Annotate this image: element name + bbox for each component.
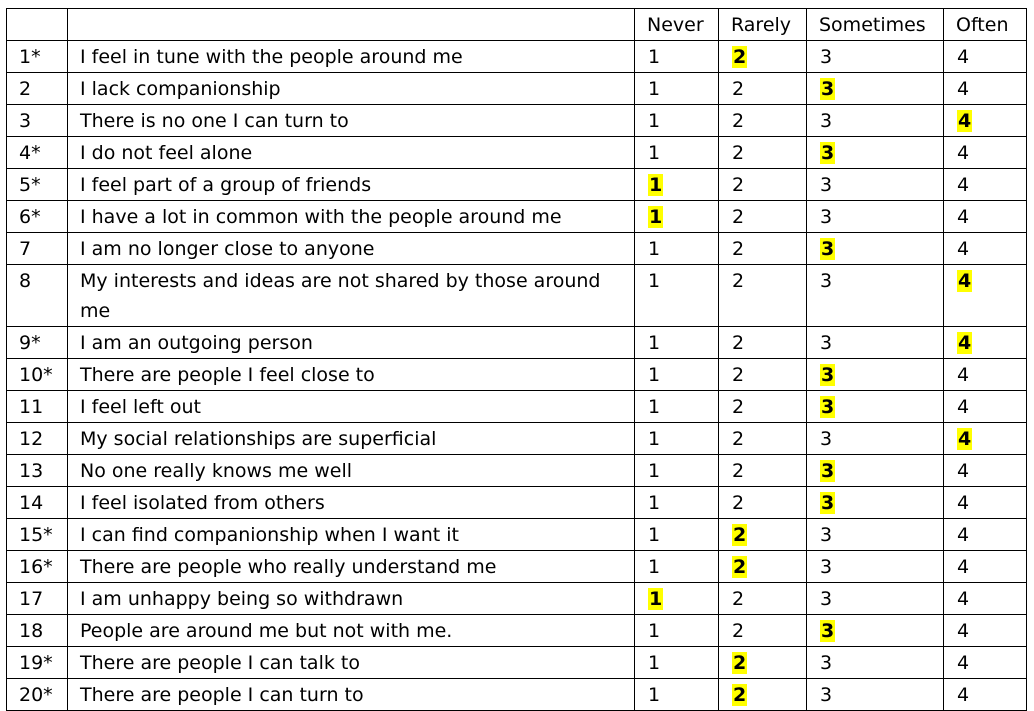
rating-value: 4 [957, 206, 970, 228]
rating-cell-rarely [719, 41, 807, 73]
table-row [7, 265, 1027, 327]
rating-cell-never [635, 423, 719, 455]
item-statement: I lack companionship [68, 73, 635, 105]
rating-cell-sometimes [807, 455, 944, 487]
rating-value: 4 [957, 396, 970, 418]
selected-rating: 3 [821, 78, 835, 100]
rating-value: 2 [732, 588, 745, 610]
rating-value: 3 [820, 206, 833, 228]
rating-cell-sometimes [807, 265, 944, 327]
rating-cell-sometimes [807, 647, 944, 679]
rating-cell-never [635, 105, 719, 137]
rating-value: 2 [732, 460, 745, 482]
item-statement: No one really knows me well [68, 455, 635, 487]
rating-value: 2 [732, 396, 745, 418]
rating-value: 4 [957, 174, 970, 196]
rating-value: 4 [957, 460, 970, 482]
rating-value: 3 [820, 684, 833, 706]
rating-value: 4 [957, 652, 970, 674]
rating-cell-sometimes [807, 41, 944, 73]
rating-value: 2 [732, 110, 745, 132]
rating-cell-often [944, 519, 1027, 551]
table-row [7, 73, 1027, 105]
selected-rating: 3 [821, 364, 835, 386]
rating-value: 3 [820, 652, 833, 674]
selected-rating: 4 [958, 428, 972, 450]
item-number: 5* [7, 169, 68, 201]
rating-cell-often [944, 201, 1027, 233]
rating-cell-sometimes [807, 201, 944, 233]
item-number: 18 [7, 615, 68, 647]
item-statement: There are people I can turn to [68, 679, 635, 711]
item-number: 13 [7, 455, 68, 487]
rating-cell-often [944, 105, 1027, 137]
rating-cell-sometimes [807, 551, 944, 583]
selected-rating: 1 [649, 174, 663, 196]
table-row [7, 455, 1027, 487]
table-row [7, 391, 1027, 423]
rating-cell-often [944, 583, 1027, 615]
rating-value: 1 [648, 556, 661, 578]
rating-cell-rarely [719, 551, 807, 583]
rating-value: 2 [732, 620, 745, 642]
rating-cell-never [635, 201, 719, 233]
table-row [7, 519, 1027, 551]
rating-value: 2 [732, 206, 745, 228]
item-statement: I am an outgoing person [68, 327, 635, 359]
rating-value: 1 [648, 428, 661, 450]
rating-cell-rarely [719, 265, 807, 327]
rating-cell-sometimes [807, 105, 944, 137]
item-number: 3 [7, 105, 68, 137]
rating-value: 1 [648, 652, 661, 674]
item-statement: I am no longer close to anyone [68, 233, 635, 265]
rating-cell-rarely [719, 647, 807, 679]
item-number: 17 [7, 583, 68, 615]
rating-cell-rarely [719, 487, 807, 519]
rating-cell-sometimes [807, 169, 944, 201]
rating-value: 2 [732, 364, 745, 386]
rating-value: 1 [648, 332, 661, 354]
item-number: 2 [7, 73, 68, 105]
header-statement [68, 9, 635, 41]
rating-value: 4 [957, 46, 970, 68]
item-statement: My social relationships are superficial [68, 423, 635, 455]
table-row [7, 327, 1027, 359]
selected-rating: 3 [821, 620, 835, 642]
header-row [7, 9, 1027, 41]
rating-value: 3 [820, 556, 833, 578]
selected-rating: 3 [821, 142, 835, 164]
rating-value: 2 [732, 142, 745, 164]
rating-value: 1 [648, 364, 661, 386]
item-number: 20* [7, 679, 68, 711]
selected-rating: 2 [733, 556, 747, 578]
rating-cell-sometimes [807, 233, 944, 265]
rating-cell-often [944, 327, 1027, 359]
rating-cell-often [944, 73, 1027, 105]
loneliness-scale-table [6, 8, 1027, 711]
rating-cell-often [944, 615, 1027, 647]
table-row [7, 615, 1027, 647]
rating-cell-rarely [719, 519, 807, 551]
rating-value: 3 [820, 270, 833, 292]
rating-cell-rarely [719, 73, 807, 105]
item-number: 15* [7, 519, 68, 551]
rating-cell-rarely [719, 423, 807, 455]
rating-value: 4 [957, 620, 970, 642]
rating-cell-never [635, 615, 719, 647]
header-rarely: Rarely [719, 9, 807, 41]
selected-rating: 2 [733, 684, 747, 706]
selected-rating: 2 [733, 524, 747, 546]
rating-cell-never [635, 359, 719, 391]
item-statement: My interests and ideas are not shared by those around me [68, 265, 635, 327]
table-row [7, 583, 1027, 615]
rating-value: 4 [957, 556, 970, 578]
rating-value: 3 [820, 46, 833, 68]
rating-value: 1 [648, 110, 661, 132]
selected-rating: 2 [733, 46, 747, 68]
rating-value: 3 [820, 110, 833, 132]
table-row [7, 359, 1027, 391]
rating-cell-often [944, 265, 1027, 327]
rating-cell-never [635, 169, 719, 201]
rating-cell-often [944, 41, 1027, 73]
table-row [7, 423, 1027, 455]
rating-cell-never [635, 41, 719, 73]
rating-cell-never [635, 583, 719, 615]
item-statement: I feel in tune with the people around me [68, 41, 635, 73]
rating-cell-sometimes [807, 73, 944, 105]
rating-cell-sometimes [807, 679, 944, 711]
table-row [7, 201, 1027, 233]
rating-value: 1 [648, 142, 661, 164]
item-number: 10* [7, 359, 68, 391]
rating-cell-never [635, 679, 719, 711]
item-number: 16* [7, 551, 68, 583]
selected-rating: 3 [821, 492, 835, 514]
rating-value: 1 [648, 460, 661, 482]
rating-value: 1 [648, 238, 661, 260]
item-number: 1* [7, 41, 68, 73]
rating-cell-often [944, 647, 1027, 679]
rating-value: 1 [648, 524, 661, 546]
table-row [7, 169, 1027, 201]
selected-rating: 3 [821, 396, 835, 418]
table-row [7, 647, 1027, 679]
rating-cell-rarely [719, 169, 807, 201]
rating-cell-sometimes [807, 137, 944, 169]
rating-cell-often [944, 487, 1027, 519]
table-body [7, 41, 1027, 711]
rating-cell-sometimes [807, 327, 944, 359]
rating-value: 2 [732, 78, 745, 100]
rating-cell-rarely [719, 583, 807, 615]
item-statement: I feel isolated from others [68, 487, 635, 519]
table-row [7, 41, 1027, 73]
rating-value: 4 [957, 364, 970, 386]
rating-value: 2 [732, 492, 745, 514]
rating-value: 3 [820, 428, 833, 450]
rating-cell-rarely [719, 359, 807, 391]
rating-cell-sometimes [807, 487, 944, 519]
rating-value: 2 [732, 238, 745, 260]
selected-rating: 3 [821, 460, 835, 482]
rating-value: 4 [957, 78, 970, 100]
rating-cell-rarely [719, 233, 807, 265]
rating-cell-never [635, 647, 719, 679]
selected-rating: 4 [958, 270, 972, 292]
item-number: 12 [7, 423, 68, 455]
header-num [7, 9, 68, 41]
item-statement: There are people I can talk to [68, 647, 635, 679]
item-number: 9* [7, 327, 68, 359]
rating-cell-sometimes [807, 519, 944, 551]
rating-value: 4 [957, 238, 970, 260]
rating-cell-never [635, 265, 719, 327]
rating-cell-never [635, 455, 719, 487]
rating-cell-never [635, 551, 719, 583]
item-statement: I feel part of a group of friends [68, 169, 635, 201]
table-row [7, 487, 1027, 519]
rating-value: 1 [648, 46, 661, 68]
rating-cell-often [944, 137, 1027, 169]
rating-value: 1 [648, 270, 661, 292]
rating-cell-often [944, 423, 1027, 455]
item-statement: There are people I feel close to [68, 359, 635, 391]
rating-cell-often [944, 679, 1027, 711]
rating-cell-rarely [719, 455, 807, 487]
rating-value: 3 [820, 588, 833, 610]
item-statement: I am unhappy being so withdrawn [68, 583, 635, 615]
table-row [7, 137, 1027, 169]
rating-cell-rarely [719, 201, 807, 233]
rating-cell-sometimes [807, 583, 944, 615]
rating-value: 2 [732, 174, 745, 196]
item-statement: I feel left out [68, 391, 635, 423]
item-number: 7 [7, 233, 68, 265]
rating-value: 4 [957, 588, 970, 610]
table-row [7, 105, 1027, 137]
item-number: 19* [7, 647, 68, 679]
rating-value: 1 [648, 78, 661, 100]
header-sometimes: Sometimes [807, 9, 944, 41]
rating-value: 2 [732, 270, 745, 292]
rating-value: 3 [820, 524, 833, 546]
rating-cell-sometimes [807, 359, 944, 391]
rating-cell-rarely [719, 105, 807, 137]
rating-value: 3 [820, 332, 833, 354]
item-statement: I can find companionship when I want it [68, 519, 635, 551]
rating-value: 1 [648, 492, 661, 514]
rating-cell-sometimes [807, 615, 944, 647]
rating-value: 3 [820, 174, 833, 196]
item-statement: I do not feel alone [68, 137, 635, 169]
item-statement: There is no one I can turn to [68, 105, 635, 137]
rating-cell-never [635, 73, 719, 105]
rating-value: 4 [957, 142, 970, 164]
rating-cell-often [944, 455, 1027, 487]
selected-rating: 1 [649, 206, 663, 228]
header-often: Often [944, 9, 1027, 41]
rating-value: 2 [732, 428, 745, 450]
rating-cell-rarely [719, 679, 807, 711]
item-number: 11 [7, 391, 68, 423]
item-statement: I have a lot in common with the people around me [68, 201, 635, 233]
item-number: 6* [7, 201, 68, 233]
selected-rating: 4 [958, 332, 972, 354]
item-statement: There are people who really understand me [68, 551, 635, 583]
rating-cell-often [944, 391, 1027, 423]
item-statement: People are around me but not with me. [68, 615, 635, 647]
selected-rating: 3 [821, 238, 835, 260]
table-row [7, 233, 1027, 265]
rating-value: 1 [648, 620, 661, 642]
rating-cell-rarely [719, 391, 807, 423]
selected-rating: 4 [958, 110, 972, 132]
rating-cell-sometimes [807, 391, 944, 423]
rating-cell-never [635, 233, 719, 265]
rating-cell-never [635, 391, 719, 423]
rating-cell-never [635, 487, 719, 519]
rating-cell-often [944, 359, 1027, 391]
rating-value: 4 [957, 492, 970, 514]
selected-rating: 1 [649, 588, 663, 610]
rating-value: 4 [957, 684, 970, 706]
rating-cell-often [944, 169, 1027, 201]
item-number: 14 [7, 487, 68, 519]
rating-cell-often [944, 233, 1027, 265]
item-number: 4* [7, 137, 68, 169]
rating-value: 1 [648, 684, 661, 706]
rating-cell-never [635, 327, 719, 359]
rating-cell-sometimes [807, 423, 944, 455]
selected-rating: 2 [733, 652, 747, 674]
item-number: 8 [7, 265, 68, 327]
table-row [7, 679, 1027, 711]
rating-value: 4 [957, 524, 970, 546]
rating-cell-never [635, 137, 719, 169]
rating-cell-often [944, 551, 1027, 583]
rating-cell-rarely [719, 327, 807, 359]
table-row [7, 551, 1027, 583]
rating-value: 1 [648, 396, 661, 418]
header-never: Never [635, 9, 719, 41]
rating-cell-rarely [719, 137, 807, 169]
rating-cell-never [635, 519, 719, 551]
rating-cell-rarely [719, 615, 807, 647]
rating-value: 2 [732, 332, 745, 354]
